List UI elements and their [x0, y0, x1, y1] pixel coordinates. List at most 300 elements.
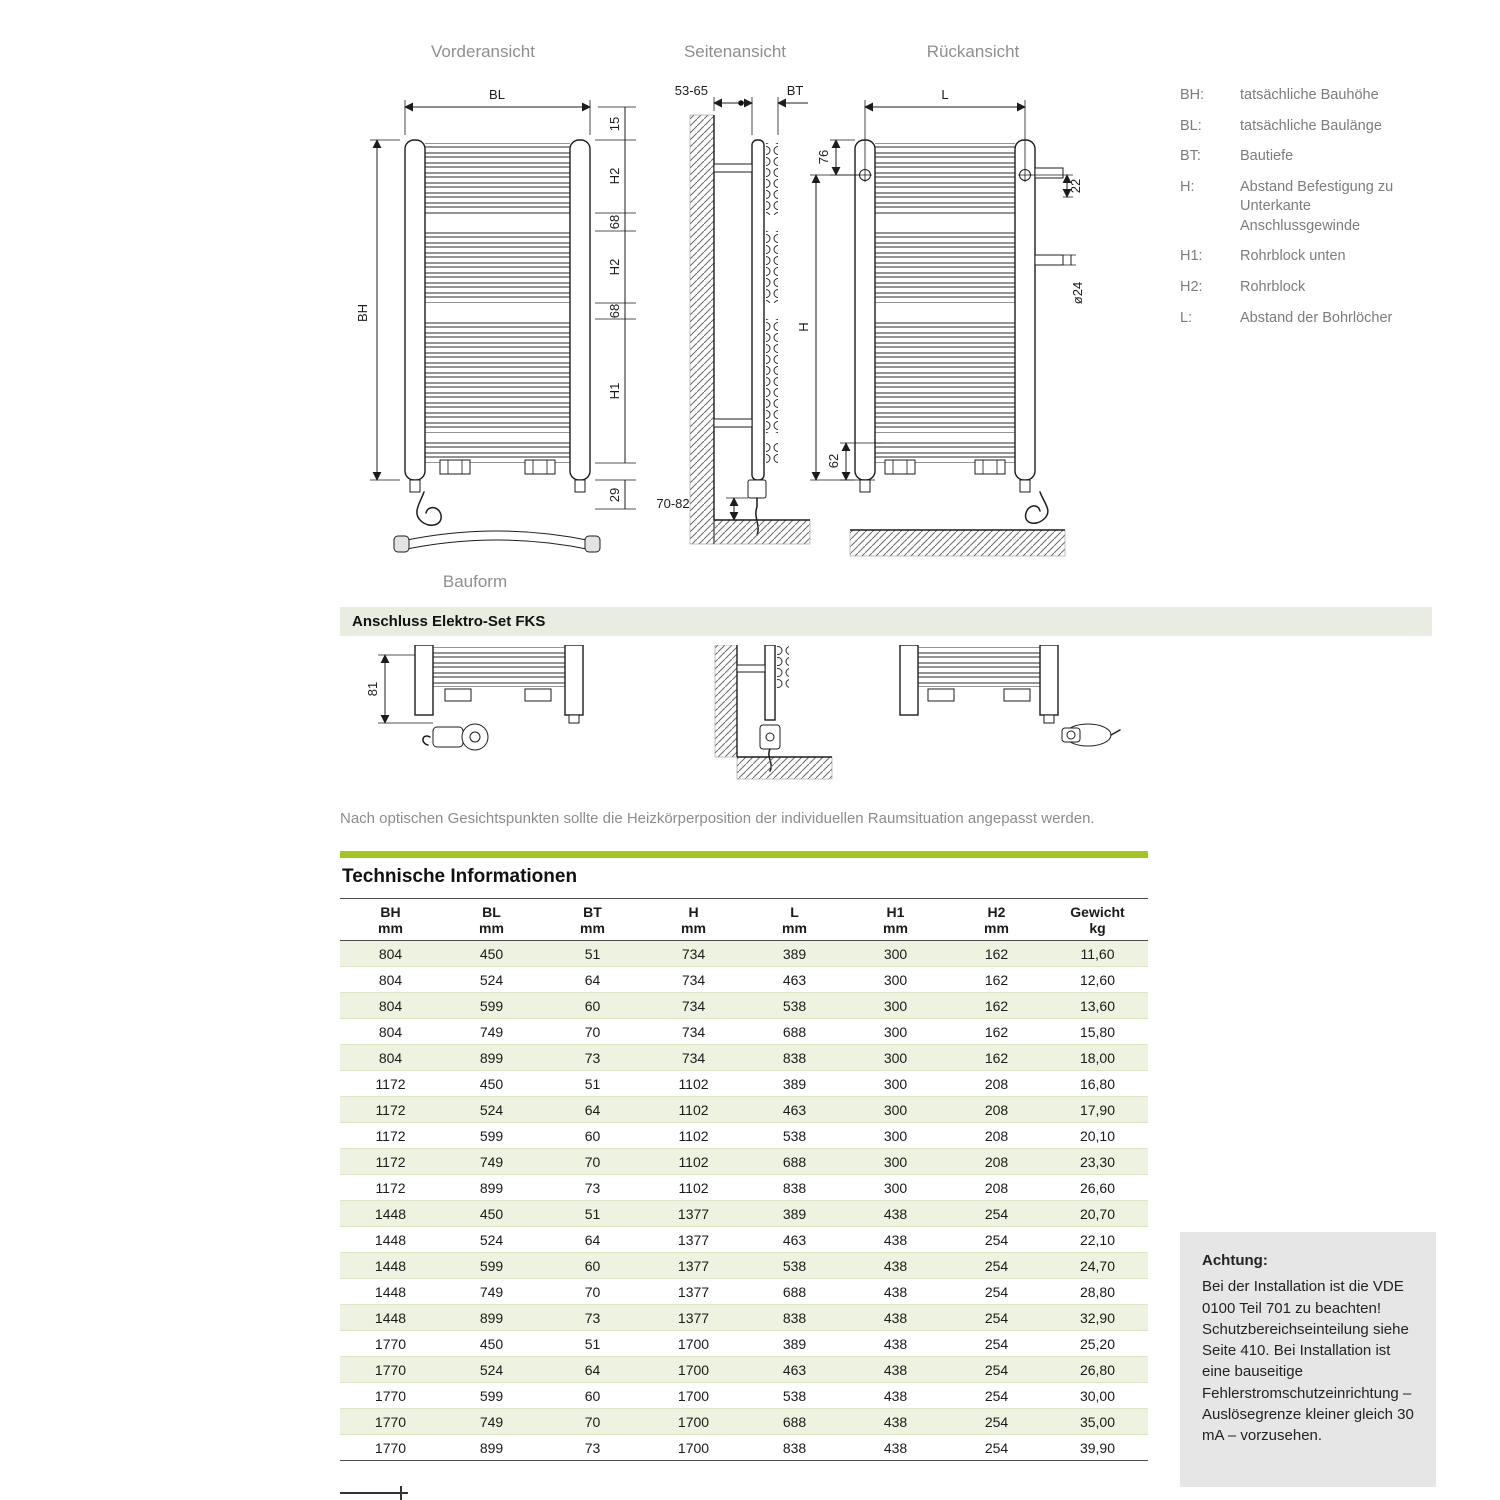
cell-bl: 899 — [479, 1439, 504, 1456]
cell-l: 538 — [782, 1387, 807, 1404]
eside-wall-hatch — [715, 645, 737, 757]
table-row — [340, 1305, 1148, 1331]
cell-bt: 60 — [584, 997, 601, 1014]
table-row — [340, 1201, 1148, 1227]
cell-l: 389 — [782, 945, 807, 962]
header-unit: mm — [681, 920, 706, 936]
table-row — [340, 1045, 1148, 1071]
front-right-rail — [570, 140, 590, 480]
cell-bl: 450 — [479, 1335, 504, 1352]
cell-h2: 162 — [984, 971, 1009, 988]
erear-bracket-right — [1004, 689, 1030, 701]
front-dim-29: 29 — [607, 487, 622, 503]
cell-h: 1700 — [677, 1413, 710, 1430]
cell-h: 734 — [681, 971, 706, 988]
cell-bl: 749 — [479, 1283, 504, 1300]
legend-text: tatsächliche Bauhöhe — [1240, 87, 1379, 103]
legend-text: Abstand Befestigung zu Unterkante Anschlussgewinde — [1240, 178, 1394, 234]
cell-h: 1700 — [677, 1387, 710, 1404]
side-dim-wall: 53-65 — [674, 83, 708, 98]
header-unit: mm — [580, 920, 605, 936]
technical-info-section — [340, 866, 1148, 1461]
cell-h2: 254 — [984, 1231, 1009, 1248]
efront-right-rail — [565, 645, 583, 715]
rear-tube-group-3 — [875, 319, 1015, 433]
cell-h2: 162 — [984, 1049, 1009, 1066]
cell-bt: 64 — [584, 1361, 601, 1378]
eside-bracket — [737, 665, 765, 672]
table-header-cell — [744, 899, 845, 941]
rear-view — [796, 42, 1085, 556]
table-header-cell — [542, 899, 643, 941]
side-tube-group-1 — [766, 143, 778, 215]
cell-gewicht: 15,80 — [1079, 1023, 1116, 1040]
table-row — [340, 1149, 1148, 1175]
table-row — [340, 1279, 1148, 1305]
cell-h1: 300 — [883, 1023, 908, 1040]
cell-h2: 208 — [984, 1153, 1009, 1170]
technical-data-table — [340, 898, 1148, 1461]
efront-bracket-left — [445, 689, 471, 701]
rear-left-stub — [860, 480, 870, 492]
cell-h2: 208 — [984, 1101, 1009, 1118]
elektro-set-title: Anschluss Elektro-Set FKS — [352, 613, 546, 630]
side-tube-group-3 — [766, 319, 778, 433]
table-row — [340, 1097, 1148, 1123]
front-dim-h2-lower: H2 — [607, 258, 622, 276]
cell-bh: 804 — [378, 997, 403, 1014]
cell-bh: 1448 — [374, 1309, 407, 1326]
table-header-cell — [340, 899, 441, 941]
legend-key: BL: — [1180, 117, 1202, 134]
cell-gewicht: 35,00 — [1079, 1413, 1116, 1430]
cell-l: 838 — [782, 1049, 807, 1066]
cell-h2: 162 — [984, 1023, 1009, 1040]
rear-tube-group-1 — [875, 143, 1015, 215]
elektro-rear-drawing — [900, 645, 1120, 746]
cell-gewicht: 28,80 — [1079, 1283, 1116, 1300]
front-tube-group-1 — [425, 143, 570, 215]
wall-hatch — [690, 115, 714, 544]
cell-bl: 749 — [479, 1023, 504, 1040]
cell-h1: 438 — [883, 1257, 908, 1274]
side-view — [656, 42, 810, 544]
cell-bt: 51 — [584, 945, 601, 962]
efront-element-dial — [470, 732, 480, 742]
front-right-stub — [575, 480, 585, 492]
cell-bl: 749 — [479, 1413, 504, 1430]
cell-h: 1700 — [677, 1335, 710, 1352]
header-unit: mm — [782, 920, 807, 936]
cell-h1: 300 — [883, 1049, 908, 1066]
page-cut-mark-horizontal — [340, 1492, 408, 1494]
cell-h2: 254 — [984, 1387, 1009, 1404]
cell-h1: 300 — [883, 971, 908, 988]
erear-bracket-left — [928, 689, 954, 701]
cell-gewicht: 16,80 — [1079, 1075, 1116, 1092]
header-label: BL — [482, 904, 501, 920]
cell-bh: 1448 — [374, 1231, 407, 1248]
bauform-endcap-right — [585, 536, 600, 552]
cell-h: 1102 — [678, 1153, 709, 1170]
legend-text: Rohrblock — [1240, 278, 1306, 295]
cell-bt: 73 — [584, 1439, 601, 1456]
cell-gewicht: 26,60 — [1079, 1179, 1116, 1196]
cell-bl: 524 — [479, 1361, 504, 1378]
cell-bt: 73 — [584, 1049, 601, 1066]
technical-drawings — [340, 35, 1160, 605]
warning-box — [1180, 1232, 1436, 1487]
cell-l: 538 — [782, 997, 807, 1014]
header-unit: kg — [1089, 920, 1106, 936]
eside-tubes — [777, 645, 789, 689]
positioning-note: Nach optischen Gesichtspunkten sollte die Heizkörperposition der individuellen Raumsituation angepasst werden. — [340, 810, 1095, 827]
header-label: Gewicht — [1070, 904, 1125, 920]
cell-h1: 438 — [883, 1413, 908, 1430]
page-cut-mark-vertical — [400, 1486, 402, 1500]
cell-bh: 1172 — [375, 1127, 406, 1144]
table-row — [340, 1253, 1148, 1279]
header-unit: mm — [883, 920, 908, 936]
cell-h1: 300 — [883, 1179, 908, 1196]
rear-dim-d24: ø24 — [1070, 281, 1085, 305]
erear-right-rail — [1040, 645, 1058, 715]
cell-h: 734 — [681, 1049, 706, 1066]
front-tube-group-2 — [425, 231, 570, 303]
cell-bl: 524 — [479, 971, 504, 988]
elektro-set-drawings — [340, 645, 1150, 795]
table-title: Technische Informationen — [342, 866, 578, 887]
cell-h2: 208 — [984, 1179, 1009, 1196]
front-dim-h2-upper: H2 — [607, 167, 622, 185]
cell-h: 1377 — [677, 1231, 710, 1248]
table-header-cell — [1047, 899, 1148, 941]
cell-h: 1377 — [677, 1205, 710, 1222]
side-mount-bracket-bottom — [714, 419, 752, 427]
cell-h2: 208 — [984, 1127, 1009, 1144]
cell-bl: 450 — [479, 1075, 504, 1092]
cell-h: 1377 — [677, 1257, 710, 1274]
cell-bh: 1448 — [374, 1283, 407, 1300]
rear-wall-bracket-top — [1035, 168, 1063, 178]
cell-bl: 749 — [479, 1153, 504, 1170]
cell-gewicht: 12,60 — [1079, 971, 1116, 988]
front-dim-15: 15 — [607, 116, 622, 132]
cell-gewicht: 23,30 — [1079, 1153, 1116, 1170]
erear-right-stub — [1044, 715, 1054, 723]
warning-text: Bei der Installation ist die VDE 0100 Teil 701 zu beachten! Schutzbereichseinteilung siehe Seite 410. Bei Installation ist eine bauseitige Fehlerstromschutzeinrichtung – Auslösegrenze kleiner gleich 30 mA – vorzusehen. — [1202, 1278, 1414, 1445]
cell-h2: 208 — [984, 1075, 1009, 1092]
side-dim-floor: 70-82 — [656, 496, 690, 511]
cell-h1: 300 — [883, 997, 908, 1014]
side-floor-hatch — [714, 520, 810, 544]
side-tube-group-4 — [766, 441, 778, 463]
cell-bt: 73 — [584, 1309, 601, 1326]
header-label: H1 — [886, 904, 905, 920]
table-header-cell — [441, 899, 542, 941]
cell-bt: 51 — [584, 1205, 601, 1222]
side-tube-group-2 — [766, 231, 778, 303]
cell-h2: 162 — [984, 945, 1009, 962]
cell-bh: 1172 — [375, 1179, 406, 1196]
bauform-label: Bauform — [442, 572, 508, 591]
dimension-legend — [1180, 86, 1432, 328]
rear-left-rail — [855, 140, 875, 480]
cell-bt: 64 — [584, 971, 601, 988]
efront-cable — [423, 736, 430, 745]
rear-dim-76: 76 — [816, 149, 831, 165]
cell-h1: 300 — [883, 1075, 908, 1092]
front-bracket-right — [525, 460, 555, 474]
cell-h: 1102 — [678, 1127, 709, 1144]
header-label: H2 — [987, 904, 1006, 920]
cell-bh: 1172 — [375, 1153, 406, 1170]
elektro-front-drawing — [365, 645, 583, 750]
cell-bh: 1448 — [374, 1205, 407, 1222]
rear-cable-loop — [1026, 492, 1048, 523]
efront-element-body — [433, 727, 463, 747]
table-row — [340, 993, 1148, 1019]
cell-h: 1377 — [677, 1283, 710, 1300]
cell-gewicht: 24,70 — [1079, 1257, 1116, 1274]
efront-left-rail — [415, 645, 433, 715]
cell-bt: 60 — [584, 1387, 601, 1404]
table-row — [340, 1383, 1148, 1409]
cell-l: 463 — [782, 1101, 807, 1118]
cell-h2: 254 — [984, 1335, 1009, 1352]
cell-h: 1700 — [677, 1361, 710, 1378]
erear-left-rail — [900, 645, 918, 715]
cell-bh: 1770 — [374, 1335, 407, 1352]
cell-h2: 254 — [984, 1283, 1009, 1300]
cell-bt: 51 — [584, 1075, 601, 1092]
side-dim-bt: BT — [786, 83, 804, 98]
side-rail — [752, 140, 764, 480]
header-label: BT — [583, 904, 602, 920]
header-label: H — [688, 904, 699, 920]
header-unit: mm — [479, 920, 504, 936]
efront-tubes — [433, 647, 565, 687]
rear-right-stub — [1020, 480, 1030, 492]
cell-l: 688 — [782, 1153, 807, 1170]
cell-bh: 804 — [378, 1023, 403, 1040]
cell-l: 688 — [782, 1023, 807, 1040]
rear-bracket-left — [885, 460, 915, 474]
cell-l: 538 — [782, 1257, 807, 1274]
cell-gewicht: 30,00 — [1079, 1387, 1116, 1404]
front-dim-h1: H1 — [607, 382, 622, 400]
cell-h1: 438 — [883, 1361, 908, 1378]
table-row — [340, 1071, 1148, 1097]
rear-right-rail — [1015, 140, 1035, 480]
cell-h2: 162 — [984, 997, 1009, 1014]
elektro-dim-81: 81 — [365, 681, 380, 697]
legend-key: L: — [1180, 309, 1193, 326]
cell-bh: 1770 — [374, 1387, 407, 1404]
cell-h1: 300 — [883, 1153, 908, 1170]
table-row — [340, 941, 1148, 967]
front-tube-group-3 — [425, 319, 570, 433]
header-label: L — [790, 904, 799, 920]
cell-bh: 1448 — [374, 1257, 407, 1274]
cell-bl: 450 — [479, 945, 504, 962]
legend-key: BH: — [1180, 87, 1205, 103]
table-row — [340, 1357, 1148, 1383]
cell-bh: 804 — [378, 1049, 403, 1066]
cell-h: 734 — [681, 997, 706, 1014]
cell-h2: 254 — [984, 1257, 1009, 1274]
cell-h2: 254 — [984, 1439, 1009, 1456]
rear-view-title: Rückansicht — [926, 42, 1020, 61]
front-dim-68-upper: 68 — [607, 214, 622, 230]
header-unit: mm — [984, 920, 1009, 936]
cell-l: 688 — [782, 1283, 807, 1300]
cell-bl: 450 — [479, 1205, 504, 1222]
cell-h1: 438 — [883, 1231, 908, 1248]
rear-dim-22: 22 — [1068, 178, 1083, 194]
cell-h1: 438 — [883, 1283, 908, 1300]
cell-bt: 70 — [584, 1153, 601, 1170]
rear-tube-group-2 — [875, 231, 1015, 303]
cell-gewicht: 32,90 — [1079, 1309, 1116, 1326]
cell-h1: 438 — [883, 1335, 908, 1352]
side-mount-bracket-top — [714, 164, 752, 172]
table-row — [340, 967, 1148, 993]
table-header — [340, 899, 1148, 941]
cell-h1: 300 — [883, 1101, 908, 1118]
cell-h: 734 — [681, 1023, 706, 1040]
cell-l: 389 — [782, 1075, 807, 1092]
cell-l: 538 — [782, 1127, 807, 1144]
cell-l: 463 — [782, 1231, 807, 1248]
cell-bt: 70 — [584, 1283, 601, 1300]
cell-h1: 438 — [883, 1387, 908, 1404]
table-header-cell — [946, 899, 1047, 941]
elektro-side-drawing — [715, 645, 832, 779]
cell-bt: 70 — [584, 1023, 601, 1040]
cell-h: 1377 — [677, 1309, 710, 1326]
cell-bt: 60 — [584, 1127, 601, 1144]
side-heating-element — [748, 480, 766, 498]
cell-bl: 899 — [479, 1309, 504, 1326]
cell-bl: 599 — [479, 997, 504, 1014]
rear-wall-bracket-mid — [1035, 255, 1063, 265]
table-header-cell — [845, 899, 946, 941]
front-view-title: Vorderansicht — [431, 42, 535, 61]
cell-bh: 1770 — [374, 1413, 407, 1430]
erear-tubes — [918, 647, 1040, 687]
cell-h2: 254 — [984, 1309, 1009, 1326]
cell-gewicht: 11,60 — [1080, 945, 1115, 962]
cell-bl: 899 — [479, 1049, 504, 1066]
table-row — [340, 1123, 1148, 1149]
cell-l: 838 — [782, 1179, 807, 1196]
rear-floor-hatch — [850, 530, 1065, 556]
cell-h: 1700 — [677, 1439, 710, 1456]
cell-h1: 438 — [883, 1309, 908, 1326]
cell-h1: 438 — [883, 1439, 908, 1456]
table-row — [340, 1331, 1148, 1357]
rear-dim-h: H — [796, 322, 811, 332]
legend-key: H: — [1180, 178, 1195, 195]
cell-l: 389 — [782, 1335, 807, 1352]
eside-element-dial — [766, 733, 774, 741]
efront-right-stub — [569, 715, 579, 723]
eside-rail — [765, 645, 775, 720]
front-left-stub — [410, 480, 420, 492]
cell-h: 1102 — [678, 1101, 709, 1118]
bauform-curve — [402, 531, 592, 550]
front-dim-68-lower: 68 — [607, 303, 622, 319]
table-body — [340, 941, 1148, 1461]
rear-dim-62: 62 — [826, 453, 841, 469]
cell-l: 688 — [782, 1413, 807, 1430]
table-row — [340, 1227, 1148, 1253]
legend-key: H2: — [1180, 278, 1203, 295]
cell-bl: 899 — [479, 1179, 504, 1196]
rear-dim-l: L — [941, 87, 949, 102]
elektro-set-header — [340, 607, 1432, 636]
accent-divider-bar — [340, 851, 1148, 858]
cell-l: 389 — [782, 1205, 807, 1222]
front-dim-bh: BH — [355, 303, 370, 323]
cell-bl: 599 — [479, 1127, 504, 1144]
cell-l: 838 — [782, 1309, 807, 1326]
cell-l: 463 — [782, 971, 807, 988]
cell-bh: 804 — [378, 971, 403, 988]
bauform-endcap-left — [394, 536, 409, 552]
cell-gewicht: 25,20 — [1079, 1335, 1116, 1352]
cell-gewicht: 39,90 — [1079, 1439, 1116, 1456]
cell-gewicht: 26,80 — [1079, 1361, 1116, 1378]
erear-cable-tail — [1111, 730, 1120, 735]
cell-gewicht: 13,60 — [1079, 997, 1116, 1014]
cell-bt: 51 — [584, 1335, 601, 1352]
cell-gewicht: 17,90 — [1079, 1101, 1116, 1118]
front-dim-bl: BL — [489, 87, 505, 102]
front-left-rail — [405, 140, 425, 480]
cell-h2: 254 — [984, 1205, 1009, 1222]
cell-h: 1102 — [678, 1179, 709, 1196]
power-cable-loop — [417, 492, 441, 525]
cell-bl: 599 — [479, 1387, 504, 1404]
cell-h: 1102 — [678, 1075, 709, 1092]
table-row — [340, 1435, 1148, 1461]
cell-h2: 254 — [984, 1413, 1009, 1430]
cell-l: 463 — [782, 1361, 807, 1378]
table-row — [340, 1409, 1148, 1435]
table-row — [340, 1019, 1148, 1045]
cell-gewicht: 20,10 — [1079, 1127, 1116, 1144]
cell-bl: 599 — [479, 1257, 504, 1274]
header-unit: mm — [378, 920, 403, 936]
cell-bt: 64 — [584, 1231, 601, 1248]
cell-l: 838 — [782, 1439, 807, 1456]
cell-bt: 73 — [584, 1179, 601, 1196]
eside-floor-hatch — [737, 757, 832, 779]
cell-bt: 60 — [584, 1257, 601, 1274]
erear-element-dial — [1067, 731, 1075, 739]
legend-text: tatsächliche Baulänge — [1240, 117, 1382, 134]
rear-bracket-right — [975, 460, 1005, 474]
front-bracket-left — [440, 460, 470, 474]
legend-key: BT: — [1180, 148, 1201, 165]
legend-key: H1: — [1180, 248, 1203, 265]
header-label: BH — [380, 904, 401, 920]
cell-gewicht: 18,00 — [1079, 1049, 1116, 1066]
cell-bh: 1770 — [374, 1361, 407, 1378]
cell-bt: 64 — [584, 1101, 601, 1118]
